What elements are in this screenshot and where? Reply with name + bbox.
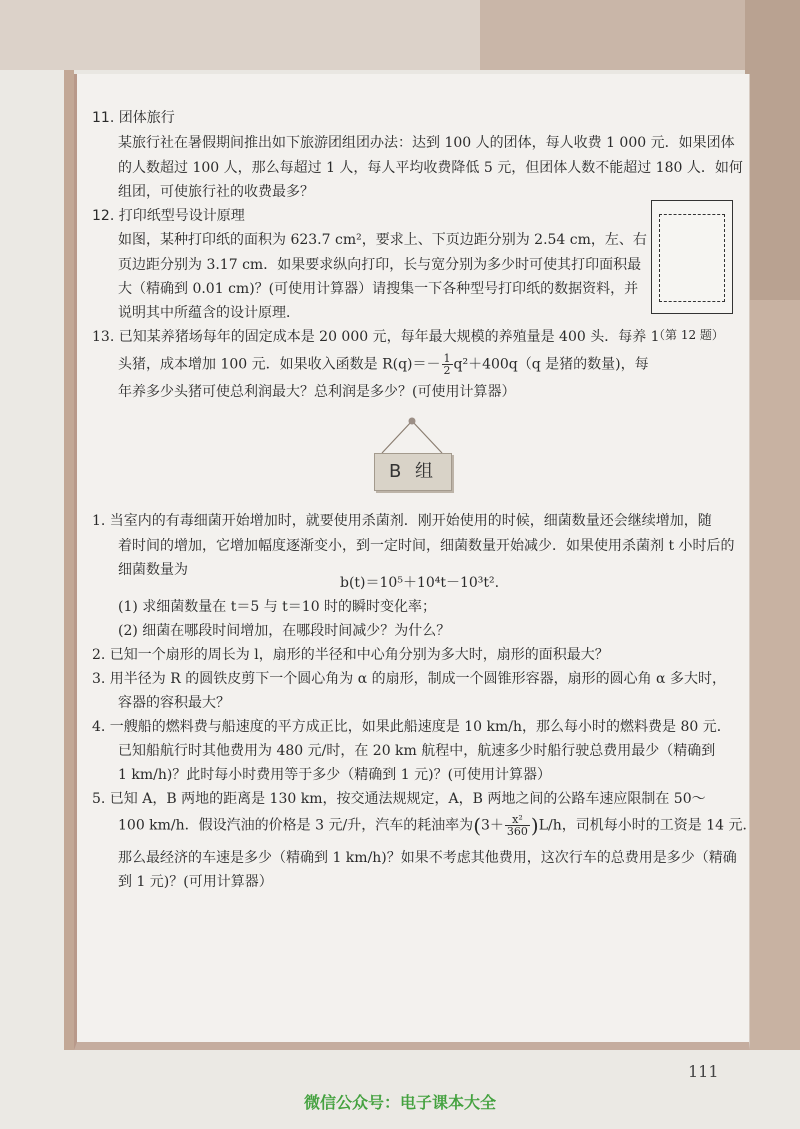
q12-line: 页边距分别为 3.17 cm．如果要求纵向打印，长与宽分别为多少时可使其打印面积最 bbox=[118, 257, 642, 273]
b-q1-formula: b(t)＝10⁵＋10⁴t－10³t². bbox=[340, 575, 500, 591]
fraction-denominator: 2 bbox=[443, 364, 451, 377]
figure-caption: （第 12 题） bbox=[653, 328, 724, 342]
b-q5-text: 3＋ bbox=[481, 817, 504, 834]
b-q1-line: 细菌数量为 bbox=[118, 562, 188, 578]
q13-line bbox=[118, 353, 649, 376]
fraction bbox=[505, 814, 530, 837]
q12-line: 如图，某种打印纸的面积为 623.7 cm²，要求上、下页边距分别为 2.54 cm，左、右 bbox=[118, 232, 647, 248]
b-q1-sub: (1) 求细菌数量在 t＝5 与 t＝10 时的瞬时变化率； bbox=[118, 599, 437, 615]
print-area-outline bbox=[659, 214, 725, 302]
b-q1-sub: (2) 细菌在哪段时间增加，在哪段时间减少？为什么？ bbox=[118, 623, 451, 639]
paren-close: ) bbox=[530, 813, 539, 838]
b-q4-line: 已知船航行时其他费用为 480 元/时，在 20 km 航程中，航速多少时船行驶总费用最少（精确到 bbox=[118, 743, 716, 759]
b-q3-line: 容器的容积最大？ bbox=[118, 695, 230, 711]
paren-open: ( bbox=[473, 813, 481, 838]
q12-title: 12. 打印纸型号设计原理 bbox=[92, 208, 245, 224]
q11-line: 组团，可使旅行社的收费最多？ bbox=[118, 184, 314, 200]
fraction-numerator: x² bbox=[505, 814, 530, 826]
b-q5-line: 到 1 元)？(可用计算器） bbox=[118, 874, 273, 890]
fraction-numerator: 1 bbox=[443, 352, 451, 365]
hanging-string-icon bbox=[374, 415, 450, 455]
print-paper-figure bbox=[651, 200, 733, 314]
fraction-denominator: 360 bbox=[506, 825, 528, 838]
decor-band bbox=[0, 70, 70, 1050]
b-q5-text: L/h，司机每小时的工资是 14 元． bbox=[538, 817, 757, 834]
b-q1-line: 着时间的增加，它增加幅度逐渐变小，到一定时间，细菌数量开始减少．如果使用杀菌剂 t 小时后的 bbox=[118, 538, 735, 554]
decor-strip bbox=[64, 70, 74, 1050]
q11-line: 的人数超过 100 人，那么每超过 1 人，每人平均收费降低 5 元，但团体人数不能超过 180 人．如何 bbox=[118, 160, 743, 176]
b-q5-line: 那么最经济的车速是多少（精确到 1 km/h)？如果不考虑其他费用，这次行车的总费用是多少（精确 bbox=[118, 850, 737, 866]
q13-text: q²＋400q（q 是猪的数量)，每 bbox=[453, 356, 649, 373]
b-q4-line: 4. 一艘船的燃料费与船速度的平方成正比，如果此船速度是 10 km/h，那么每小时的燃料费是 80 元． bbox=[92, 719, 731, 735]
b-q3-line: 3. 用半径为 R 的圆铁皮剪下一个圆心角为 α 的扇形，制成一个圆锥形容器，扇形的圆心角 α 多大时， bbox=[92, 671, 726, 687]
fraction bbox=[442, 353, 453, 376]
b-q1-line: 1. 当室内的有毒细菌开始增加时，就要使用杀菌剂．刚开始使用的时候，细菌数量还会继续增加，随 bbox=[92, 513, 712, 529]
b-q5-line bbox=[118, 814, 756, 837]
footer-watermark: 微信公众号：电子课本大全 bbox=[303, 1093, 496, 1112]
b-q2-line: 2. 已知一个扇形的周长为 l，扇形的半径和中心角分别为多大时，扇形的面积最大？ bbox=[92, 647, 609, 663]
q11-line: 某旅行社在暑假期间推出如下旅游团组团办法：达到 100 人的团体，每人收费 1 000 元．如果团体 bbox=[118, 135, 735, 151]
b-q5-text: 100 km/h．假设汽油的价格是 3 元/升，汽车的耗油率为 bbox=[118, 817, 474, 834]
decor-band bbox=[0, 0, 480, 70]
b-q5-line: 5. 已知 A，B 两地的距离是 130 km，按交通法规规定，A，B 两地之间的公路车速应限制在 50～ bbox=[92, 791, 706, 807]
section-b-heading: B 组 bbox=[374, 453, 452, 491]
decor-band bbox=[745, 0, 800, 300]
page-number: 111 bbox=[688, 1062, 719, 1081]
q13-text: 头猪，成本增加 100 元．如果收入函数是 R(q)＝－ bbox=[118, 356, 441, 373]
q12-line: 说明其中所蕴含的设计原理． bbox=[118, 305, 300, 321]
section-b-sign bbox=[374, 415, 450, 491]
q11-title: 11. 团体旅行 bbox=[92, 110, 175, 126]
q13-line: 年养多少头猪可使总利润最大？总利润是多少？(可使用计算器） bbox=[118, 384, 516, 400]
q13-line: 13. 已知某养猪场每年的固定成本是 20 000 元，每年最大规模的养殖量是 400 头．每养 1 bbox=[92, 329, 660, 345]
b-q4-line: 1 km/h)？此时每小时费用等于多少（精确到 1 元)？(可使用计算器） bbox=[118, 767, 552, 783]
q12-line: 大（精确到 0.01 cm)？(可使用计算器）请搜集一下各种型号打印纸的数据资料，并 bbox=[118, 281, 639, 297]
